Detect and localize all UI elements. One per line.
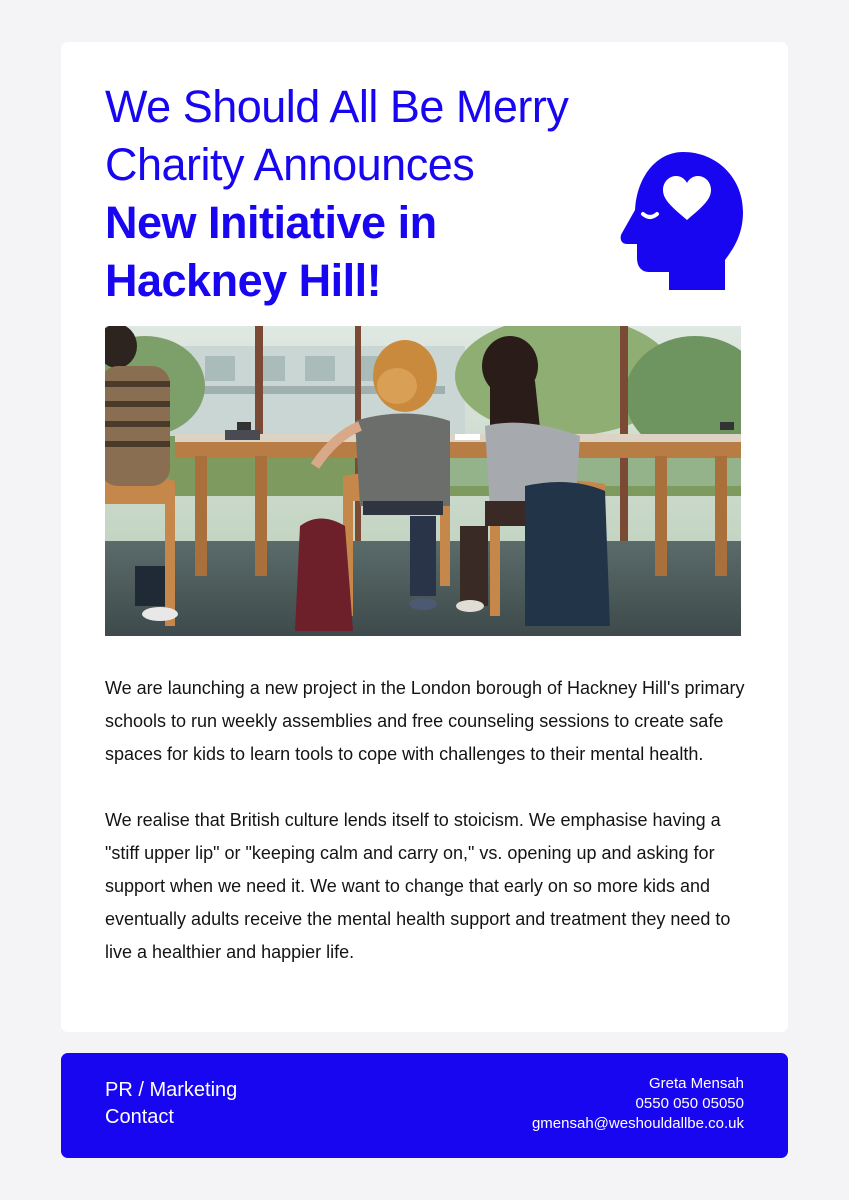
headline-line-1: We Should All Be Merry [105, 81, 569, 132]
body-text [105, 672, 745, 1002]
headline-line-4: Hackney Hill! [105, 255, 382, 306]
head-heart-icon [613, 148, 745, 292]
headline-line-2: Charity Announces [105, 139, 475, 190]
paragraph-1: We are launching a new project in the London borough of Hackney Hill's primary schools to run weekly assemblies and free counseling sessions to create safe spaces for kids to learn tools to cope with challenges to their mental health. [105, 678, 745, 764]
contact-label: PR / Marketing Contact [105, 1079, 238, 1128]
contact-details [532, 1074, 744, 1134]
contact-name: Greta Mensah [648, 1075, 744, 1092]
contact-phone[interactable]: 0550 050 05050 [635, 1095, 744, 1112]
contact-footer [61, 1053, 788, 1158]
contact-email[interactable]: gmensah@weshouldallbe.co.uk [531, 1115, 744, 1132]
announcement-card [61, 42, 788, 1032]
headline [105, 78, 605, 310]
headline-line-3: New Initiative in [105, 197, 437, 248]
paragraph-2: We realise that British culture lends itself to stoicism. We emphasise having a "stiff upper lip" or "keeping calm and carry on," vs. opening up and asking for support when we need it. We want to change that early on so more kids and eventually adults receive the mental health support and treatment they need to live a healthier and happier life. [105, 810, 731, 962]
students-studying-photo [105, 326, 741, 636]
